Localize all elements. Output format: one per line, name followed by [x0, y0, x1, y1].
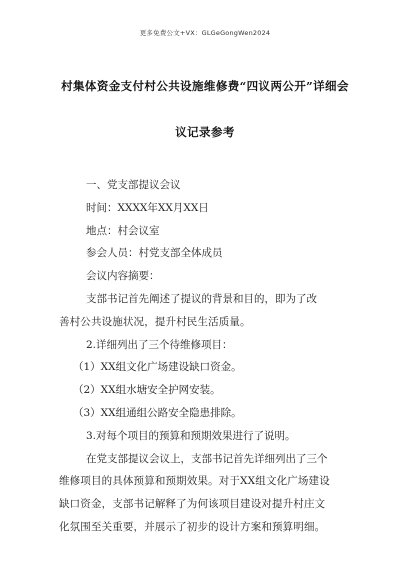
paragraph-line: 维修项目的具体预算和预期效果。对于XX组文化广场建设 — [59, 475, 330, 488]
meeting-attendees: 参会人员：村党支部全体成员 — [86, 247, 223, 260]
section-heading: 一、党支部提议会议 — [86, 179, 181, 191]
paragraph-line: 化氛围至关重要，并展示了初步的设计方案和预算明细。 — [59, 520, 326, 533]
header-note: 更多免费公文+VX：GLGeGongWen2024 — [139, 29, 271, 37]
meeting-location: 地点：村会议室 — [86, 224, 160, 237]
paragraph-line: 支部书记首先阐述了提议的背景和目的，即为了改 — [86, 292, 317, 305]
paragraph-line: 缺口资金，支部书记解释了为何该项目建设对提升村庄文 — [59, 498, 326, 511]
list-heading: 2.详细列出了三个待维修项目： — [86, 338, 233, 351]
document-body — [59, 174, 355, 539]
paragraph-line: 善村公共设施状况，提升村民生活质量。 — [59, 315, 251, 328]
paragraph-line: 在党支部提议会议上，支部书记首先详细列出了三个 — [86, 452, 328, 465]
meeting-summary-label: 会议内容摘要： — [86, 270, 160, 283]
list-item: （2）XX组水塘安全护网安装。 — [73, 384, 221, 397]
document-title-line-2: 议记录参考 — [175, 125, 235, 139]
list-item: （1）XX组文化广场建设缺口资金。 — [73, 361, 242, 374]
list-item: （3）XX组通组公路安全隐患排除。 — [73, 406, 242, 419]
list-heading: 3.对每个项目的预算和预期效果进行了说明。 — [86, 429, 296, 442]
document-title-line-1: 村集体资金支付村公共设施维修费“四议两公开”详细会 — [61, 79, 349, 93]
meeting-time: 时间：XXXX年XX月XX日 — [86, 201, 209, 214]
